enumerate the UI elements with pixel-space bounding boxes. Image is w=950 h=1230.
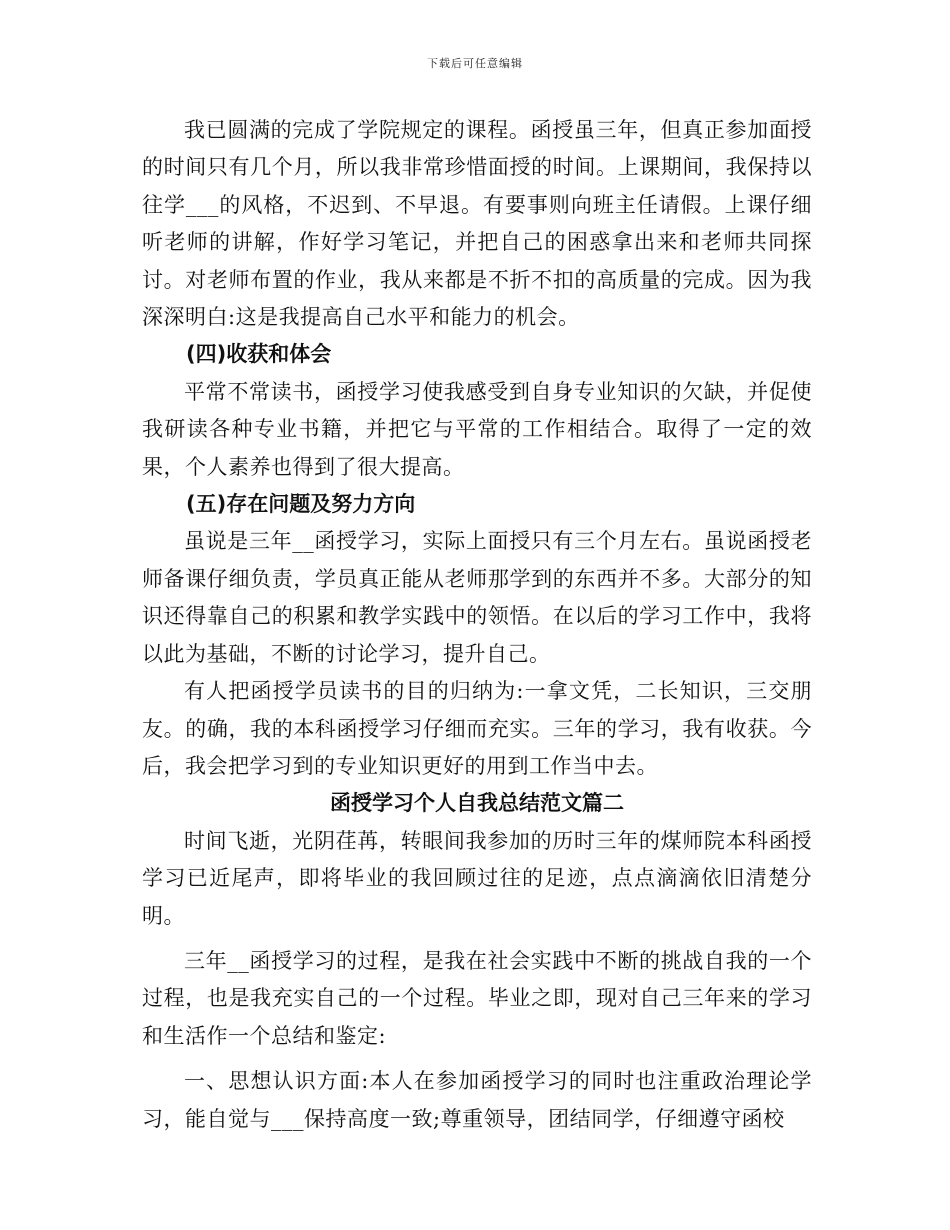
- paragraph-process: 三年__函授学习的过程，是我在社会实践中不断的挑战自我的一个过程，也是我充实自己的一个过程。毕业之即，现对自己三年来的学习和生活作一个总结和鉴定:: [142, 948, 812, 1048]
- page-header: 下载后可任意编辑: [427, 57, 523, 70]
- article-title-two: 函授学习个人自我总结范文篇二: [330, 791, 624, 816]
- section-heading-problems: (五)存在问题及努力方向: [186, 492, 416, 517]
- paragraph-ideology: 一、思想认识方面:本人在参加函授学习的同时也注重政治理论学习，能自觉与___保持高度一致;尊重领导，团结同学，仔细遵守函校: [142, 1069, 812, 1131]
- paragraph-gains: 平常不常读书，函授学习使我感受到自身专业知识的欠缺，并促使我研读各种专业书籍，并把它与平常的工作相结合。取得了一定的效果，个人素养也得到了很大提高。: [142, 379, 812, 479]
- section-heading-gains: (四)收获和体会: [186, 342, 332, 367]
- document-body: [142, 112, 812, 1138]
- paragraph-purpose: 有人把函授学员读书的目的归纳为:一拿文凭，二长知识，三交朋友。的确，我的本科函授学习仔细而充实。三年的学习，我有收获。今后，我会把学习到的专业知识更好的用到工作当中去。: [142, 679, 812, 778]
- paragraph-problems: 虽说是三年__函授学习，实际上面授只有三个月左右。虽说函授老师备课仔细负责，学员真正能从老师那学到的东西并不多。大部分的知识还得靠自己的积累和教学实践中的领悟。在以后的学习工作中，我将以此为基础，不断的讨论学习，提升自己。: [142, 529, 812, 666]
- paragraph-course-completion: 我已圆满的完成了学院规定的课程。函授虽三年，但真正参加面授的时间只有几个月，所以我非常珍惜面授的时间。上课期间，我保持以往学___的风格，不迟到、不早退。有要事则向班主任请假。上课仔细听老师的讲解，作好学习笔记，并把自己的困惑拿出来和老师共同探讨。对老师布置的作业，我从来都是不折不扣的高质量的完成。因为我深深明白:这是我提高自己水平和能力的机会。: [142, 118, 812, 330]
- paragraph-time-flies: 时间飞逝，光阴荏苒，转眼间我参加的历时三年的煤师院本科函授学习已近尾声，即将毕业的我回顾过往的足迹，点点滴滴依旧清楚分明。: [142, 828, 812, 928]
